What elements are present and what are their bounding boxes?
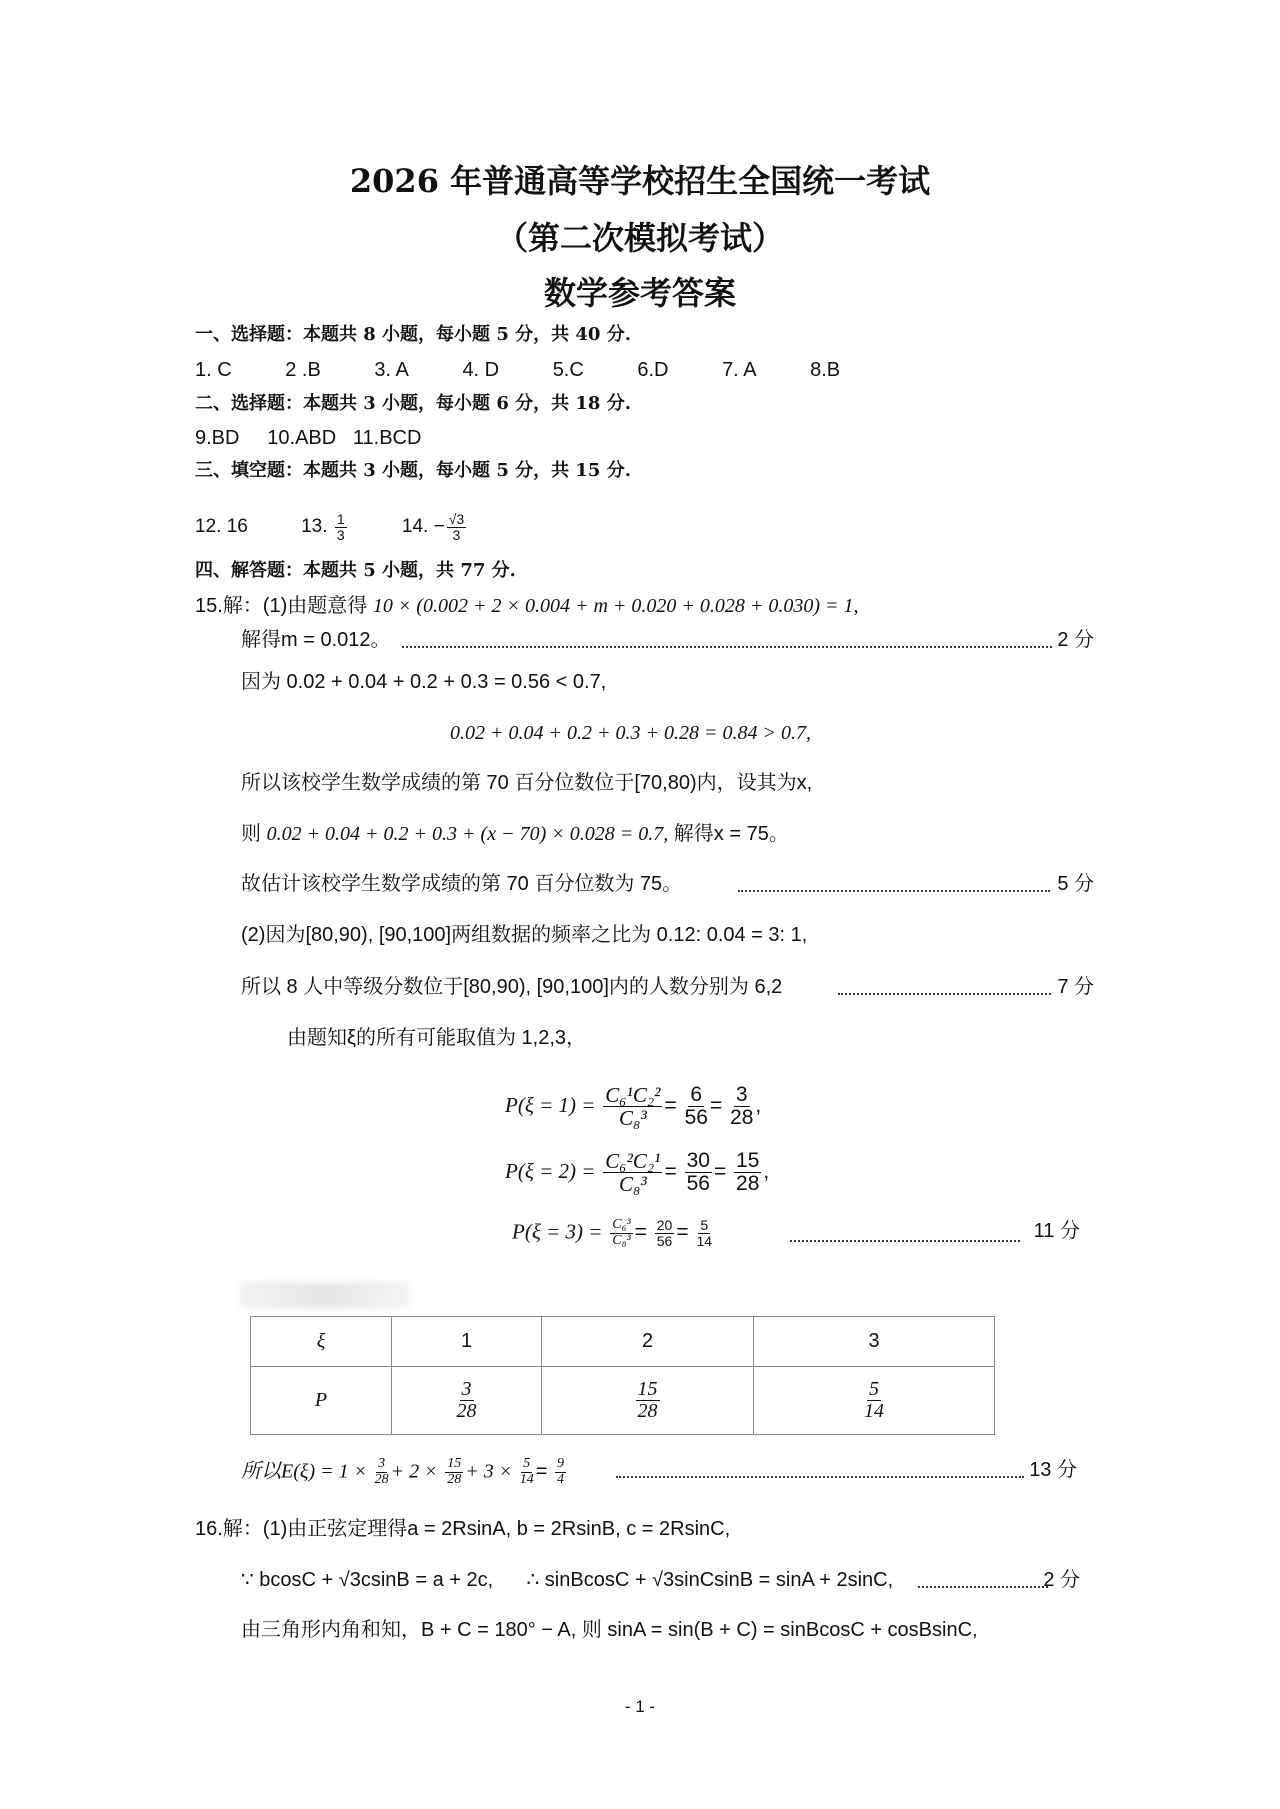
denominator: 56 bbox=[656, 1232, 673, 1249]
fraction bbox=[447, 512, 466, 542]
denominator: 28 bbox=[637, 1400, 658, 1422]
numerator: 15 bbox=[736, 1149, 760, 1172]
denominator: 56 bbox=[686, 1172, 710, 1196]
answer: 6.D bbox=[637, 359, 669, 381]
denominator: 14 bbox=[696, 1232, 713, 1249]
numerator: 20 bbox=[656, 1217, 673, 1233]
text: 15.解：(1)由题意得 bbox=[195, 595, 373, 617]
table-row bbox=[251, 1317, 995, 1367]
leader-dots bbox=[616, 1476, 1024, 1478]
numerator: 3 bbox=[461, 1378, 472, 1400]
table-cell bbox=[542, 1367, 754, 1435]
fraction bbox=[685, 1084, 708, 1129]
section-2-answers bbox=[195, 425, 421, 451]
numerator: 5 bbox=[700, 1217, 709, 1233]
section-4-heading: 四、解答题：本题共 5 小题，共 77 分. bbox=[195, 560, 516, 581]
numerator: 3 bbox=[735, 1083, 748, 1106]
probability-2: P(ξ = 2) = $\frac{\text{C₆²C₂¹}}{\text{C₈³}}$ = $\frac{30}{56}$ = $\frac{15}{28}$ , bbox=[505, 1149, 770, 1197]
section-3-heading: 三、填空题：本题共 3 小题，每小题 5 分，共 15 分. bbox=[195, 460, 631, 481]
q16-line bbox=[241, 1567, 893, 1593]
comma: , bbox=[763, 1160, 770, 1184]
fraction bbox=[655, 1218, 675, 1248]
equation: 0.02 + 0.04 + 0.2 + 0.3 + (x − 70) × 0.028 = 0.7, bbox=[266, 823, 669, 845]
leader-dots bbox=[918, 1586, 1048, 1588]
denominator: 28 bbox=[456, 1400, 477, 1422]
fraction bbox=[603, 1150, 662, 1195]
numerator: 1 bbox=[336, 511, 345, 527]
q15-line: 故估计该校学生数学成绩的第 70 百分位数为 75。 bbox=[241, 873, 683, 895]
numerator: 15 bbox=[637, 1378, 658, 1400]
denominator: C₈³ bbox=[619, 1172, 647, 1197]
q16-line: 由三角形内角和知，B + C = 180° − A, 则 sinA = sin(B + C) = sinBcosC + cosBsinC, bbox=[241, 1619, 978, 1641]
fraction bbox=[734, 1150, 761, 1195]
table-cell bbox=[754, 1367, 995, 1435]
answer-13: 13. bbox=[301, 516, 328, 538]
fraction: $\frac{9}{4}$ bbox=[557, 1456, 565, 1487]
lhs: P(ξ = 1) = bbox=[505, 1093, 596, 1118]
fraction bbox=[610, 1218, 632, 1248]
denominator: 14 bbox=[519, 1471, 534, 1487]
fraction bbox=[603, 1084, 662, 1129]
text: ∴ sinBcosC + √3sinCsinB = sinA + 2sinC, bbox=[526, 1569, 894, 1591]
text: ∵ bcosC + √3csinB = a + 2c, bbox=[241, 1569, 494, 1591]
score-points: 13 分 bbox=[1029, 1459, 1077, 1481]
numerator: 15 bbox=[447, 1456, 462, 1471]
denominator: 28 bbox=[736, 1172, 760, 1196]
fraction bbox=[685, 1150, 712, 1195]
doc-title: 2026 年普通高等学校招生全国统一考试 bbox=[349, 162, 931, 200]
answer: 5.C bbox=[552, 359, 584, 381]
answer: 11.BCD bbox=[352, 427, 422, 449]
text: = bbox=[535, 1460, 548, 1483]
table-cell: P bbox=[251, 1367, 392, 1435]
probability-1: P(ξ = 1) = $\frac{\text{C₆¹C₂²}}{\text{C₈³}}$ = $\frac{6}{56}$ = $\frac{3}{28}$ , bbox=[505, 1083, 762, 1131]
q15-line: 所以 8 人中等级分数位于[80,90), [90,100]内的人数分别为 6,2 bbox=[241, 976, 783, 998]
score-points: 5 分 bbox=[1057, 873, 1094, 895]
table-cell: 3 bbox=[754, 1317, 995, 1367]
table-cell: ξ bbox=[251, 1317, 392, 1367]
numerator: √3 bbox=[448, 511, 465, 527]
q15-line: 由题知ξ的所有可能取值为 1,2,3， bbox=[287, 1027, 586, 1049]
denominator: C₈³ bbox=[619, 1106, 647, 1131]
answer: 1. C bbox=[195, 359, 232, 381]
answer: 3. A bbox=[374, 359, 409, 381]
blurred-artifact bbox=[240, 1282, 410, 1308]
section-2-heading: 二、选择题：本题共 3 小题，每小题 6 分，共 18 分. bbox=[195, 393, 631, 414]
denominator: 3 bbox=[452, 526, 461, 543]
probability-3: P(ξ = 3) = $\frac{\text{C₆³}}{\text{C₈³}}$ = $\frac{20}{56}$ = $\frac{5}{14}$ bbox=[512, 1217, 713, 1249]
q15-line: (2)因为[80,90), [90,100]两组数据的频率之比为 0.12: 0.04 = 3: 1, bbox=[241, 924, 808, 946]
expectation-line bbox=[241, 1457, 568, 1487]
table-cell bbox=[392, 1367, 542, 1435]
answer: 7. A bbox=[722, 359, 757, 381]
fraction bbox=[335, 512, 347, 542]
numerator: C₆¹C₂² bbox=[605, 1083, 661, 1107]
fraction bbox=[375, 1457, 389, 1487]
answer-14: 14. − bbox=[401, 516, 445, 538]
numerator: 3 bbox=[378, 1456, 386, 1471]
score-points: 2 分 bbox=[1043, 1569, 1080, 1591]
answer: 9.BD bbox=[195, 427, 240, 449]
numerator: 5 bbox=[869, 1378, 879, 1400]
denominator: 28 bbox=[447, 1471, 462, 1487]
doc-heading: 数学参考答案 bbox=[543, 274, 736, 312]
fraction bbox=[520, 1457, 534, 1487]
text: 则 bbox=[241, 823, 267, 845]
leader-dots bbox=[838, 993, 1051, 995]
distribution-table bbox=[250, 1316, 995, 1435]
table-row bbox=[251, 1367, 995, 1435]
numerator: C₆²C₂¹ bbox=[605, 1149, 661, 1173]
text: + 2 × bbox=[390, 1460, 438, 1483]
answer: 2 .B bbox=[285, 359, 321, 381]
section-1-heading: 一、选择题：本题共 8 小题，每小题 5 分，共 40 分. bbox=[195, 324, 631, 345]
section-1-answers bbox=[195, 357, 840, 383]
leader-dots bbox=[738, 890, 1050, 892]
answer: 4. D bbox=[462, 359, 500, 381]
text: 所以E(ξ) = 1 × bbox=[241, 1460, 368, 1483]
denominator: 3 bbox=[336, 526, 345, 543]
q15-line: 所以该校学生数学成绩的第 70 百分位数位于[70,80)内，设其为x, bbox=[241, 772, 813, 794]
answer: 8.B bbox=[810, 359, 841, 381]
score-points: 11 分 bbox=[1033, 1220, 1080, 1242]
score-points: 2 分 bbox=[1057, 629, 1094, 651]
numerator: C₆³ bbox=[612, 1217, 631, 1232]
section-3-answers bbox=[195, 512, 468, 542]
table-cell: 1 bbox=[392, 1317, 542, 1367]
denominator: 56 bbox=[684, 1106, 708, 1130]
q15-line: 解得m = 0.012。 bbox=[241, 629, 391, 651]
score-points: 7 分 bbox=[1057, 976, 1094, 998]
leader-dots bbox=[402, 646, 1052, 648]
doc-subtitle: （第二次模拟考试） bbox=[495, 219, 784, 257]
answer: 10.ABD bbox=[267, 427, 337, 449]
fraction bbox=[730, 1084, 753, 1129]
text: 解得x = 75。 bbox=[668, 823, 789, 845]
equation: 10 × (0.002 + 2 × 0.004 + m + 0.020 + 0.028 + 0.030) = 1, bbox=[372, 595, 859, 617]
numerator: 5 bbox=[523, 1456, 531, 1471]
text: + 3 × bbox=[465, 1460, 513, 1483]
fraction bbox=[696, 1218, 712, 1248]
numerator: 30 bbox=[686, 1149, 710, 1172]
q15-line: 0.02 + 0.04 + 0.2 + 0.3 + 0.28 = 0.84 > 0.7, bbox=[450, 722, 811, 744]
numerator: 6 bbox=[690, 1083, 703, 1106]
q15-line: 因为 0.02 + 0.04 + 0.2 + 0.3 = 0.56 < 0.7, bbox=[241, 671, 607, 693]
leader-dots bbox=[790, 1240, 1020, 1242]
lhs: P(ξ = 3) = bbox=[512, 1219, 603, 1244]
fraction bbox=[445, 1457, 463, 1487]
denominator: 14 bbox=[864, 1400, 884, 1422]
denominator: C₈³ bbox=[612, 1232, 631, 1248]
q15-line bbox=[241, 821, 789, 847]
page-number: - 1 - bbox=[624, 1697, 656, 1716]
q15-line bbox=[195, 593, 859, 619]
comma: , bbox=[755, 1094, 762, 1118]
answer-12: 12. 16 bbox=[195, 516, 248, 538]
q16-line: 16.解：(1)由正弦定理得a = 2RsinA, b = 2RsinB, c = 2RsinC, bbox=[195, 1518, 731, 1540]
denominator: 28 bbox=[730, 1106, 754, 1130]
table-cell: 2 bbox=[542, 1317, 754, 1367]
lhs: P(ξ = 2) = bbox=[505, 1159, 596, 1184]
denominator: 28 bbox=[374, 1471, 389, 1487]
